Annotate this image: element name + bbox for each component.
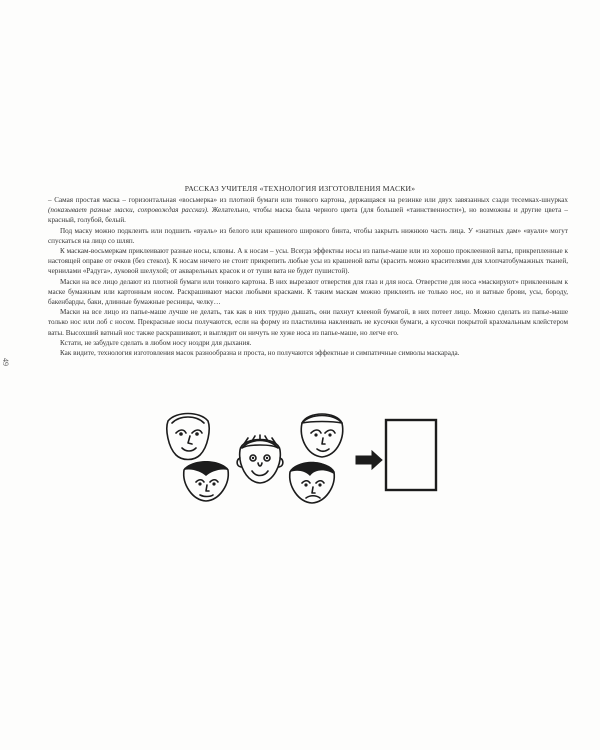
paragraph-2: Под маску можно подклеить или подшить «вуаль» из белого или крашеного широкого бинта, чтобы закрыть нижнюю часть лица. У «знатных дам» «вуали» могут спускаться на лицо со шляп.	[48, 226, 568, 245]
paragraph-1-text-after: Желательно, чтобы маска была черного цвета (для большей «таинственности»), но возможны и другие цвета – красный, голубой, белый.	[48, 206, 568, 225]
mask-illustration	[0, 400, 600, 530]
arrow-icon	[356, 451, 382, 469]
paragraph-6: Кстати, не забудьте сделать в любом носу ноздри для дыхания.	[60, 338, 252, 347]
paragraph-1-italic: (показывает разные маски, сопровождая рассказ).	[48, 206, 209, 215]
paragraph-3: К маскам-восьмеркам приклеивают разные носы, клювы. А к носам – усы. Всегда эффектны носы из папье-маше или из хорошо проклеенной ваты, прикрепленные к настоящей оправе от очков (без стекол). К носам ничего не стоит прикрепить любые усы из крашеной ваты (красить можно красителями для хлопчатобумажных тканей, чернилами «Радуга», луковой шелухой; от акварельных красок и от туши вата не будет пушистой).	[48, 247, 568, 276]
paragraph-1-text-before: – Самая простая маска – горизонтальная «восьмерка» из плотной бумаги или тонкого картона, держащаяся на резинке или двух завязанных сзади тесемках-шнурках	[48, 196, 568, 204]
section-heading: РАССКАЗ УЧИТЕЛЯ «ТЕХНОЛОГИЯ ИЗГОТОВЛЕНИЯ МАСКИ»	[184, 184, 416, 193]
paragraph-5: Маски на все лицо из папье-маше лучше не делать, так как в них трудно дышать, они пахнут клееной бумагой, в них потеет лицо. Можно сделать из папье-маше только нос или лоб с носом. Прекрасные носы получаются, если на форму из пластилина наклеивать не кусочки бумаги, а кусочки покрытой крахмальным клейстером ваты. Высохший ватный нос также раскрашивают, и выглядит он ничуть не хуже носа из папье-маше, но легче его.	[48, 308, 568, 337]
mask-face-1	[167, 414, 209, 460]
blank-frame	[386, 420, 436, 490]
paragraph-7: Как видите, технология изготовления масок разнообразна и проста, но получаются эффектные и симпатичные символы маскарада.	[60, 349, 460, 358]
mask-drawings	[0, 400, 600, 530]
mask-face-3	[184, 461, 229, 501]
page-number: 49	[1, 358, 10, 366]
body-text	[48, 195, 568, 358]
paragraph-1	[48, 195, 568, 226]
mask-face-4	[301, 414, 342, 457]
paragraph-4: Маски на все лицо делают из плотной бумаги или тонкого картона. В них вырезают отверстия для глаз и для носа. Отверстие для носа «маскируют» приклеенным к маске бумажным или картонным носом. Раскрашивают маски любыми красками. К таким маскам можно приклеить не только нос, но и ватные брови, усы, бороду, бакенбарды, баки, длинные бумажные ресницы, челку…	[48, 277, 568, 307]
mask-face-2	[237, 435, 283, 483]
mask-face-5	[290, 462, 335, 503]
